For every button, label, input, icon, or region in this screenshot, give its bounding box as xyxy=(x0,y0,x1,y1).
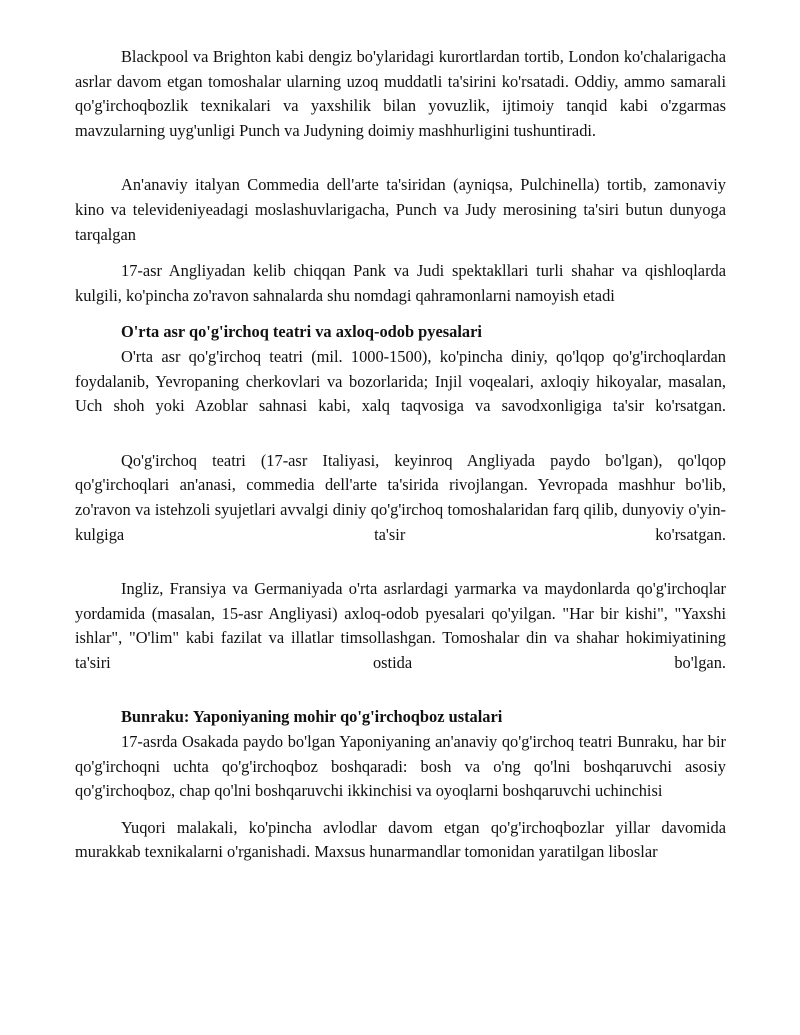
paragraph-bunraku-origin: 17-asrda Osakada paydo bo'lgan Yaponiyaning an'anaviy qo'g'irchoq teatri Bunraku, har bir qo'g'irchoqni uchta qo'g'irchoqboz boshqaradi: bosh va o'ng qo'lni boshqaruvchi asosiy qo'g'irchoqboz, chap qo'lni boshqaruvchi ikkinchisi va oyoqlarni boshqaruvchi uchinchisi xyxy=(75,732,726,801)
paragraph-punch-judy-legacy: An'anaviy italyan Commedia dell'arte ta'siridan (ayniqsa, Pulchinella) tortib, zamonaviy kino va televideniyeadagi moslashuvlarigacha, Punch va Judy merosining ta'siri butun dunyoga tarqalgan xyxy=(75,175,726,244)
paragraph-medieval-puppetry: O'rta asr qo'g'irchoq teatri (mil. 1000-1500), ko'pincha diniy, qo'lqop qo'g'irchoqlardan foydalanib, Yevropaning cherkovlari va bozorlarida; Injil voqealari, axloqiy hikoyalar, masalan, Uch shoh yoki Azoblar sahnasi kabi, xalq taqvosiga va savodxonligiga ta'sir ko'rsatgan. xyxy=(75,346,726,416)
paragraph-bunraku-puppeteers: Yuqori malakali, ko'pincha avlodlar davom etgan qo'g'irchoqbozlar yillar davomida murakkab texnikalarni o'rganishadi. Maxsus hunarmandlar tomonidan yaratilgan liboslar xyxy=(75,817,726,862)
paragraph-puppet-theatre-italy: Qo'g'irchoq teatri (17-asr Italiyasi, keyinroq Angliyada paydo bo'lgan), qo'lqop qo'g'irchoqlari an'anasi, commedia dell'arte ta'sirida rivojlangan. Yevropada mashhur bo'lib, zo'ravon va istehzoli syujetlari avvalgi diniy qo'g'irchoq tomoshalaridan farq qilib, dunyoviy o'yin-kulgiga ta'sir ko'rsatgan. xyxy=(75,450,726,544)
paragraph-punch-judy-origin: 17-asr Angliyadan kelib chiqqan Pank va Judi spektakllari turli shahar va qishloqlarda kulgili, ko'pincha zo'ravon sahnalarda shu nomdagi qahramonlarni namoyish etadi xyxy=(75,261,726,305)
section-heading-bunraku: Bunraku: Yaponiyaning mohir qo'g'irchoqboz ustalari xyxy=(121,707,503,727)
paragraph-punch-judy-popularity: Blackpool va Brighton kabi dengiz bo'ylaridagi kurortlardan tortib, London ko'chalarigacha asrlar davom etgan tomoshalar ularning uzoq muddatli ta'sirini ko'rsatadi. Oddiy, ammo samarali qo'g'irchoqbozlik texnikalari va yaxshilik bilan yovuzlik, ijtimoiy tanqid kabi o'zgarmas mavzularning uyg'unligi Punch va Judyning doimiy mashhurligini tushuntiradi. xyxy=(75,47,726,140)
paragraph-morality-plays: Ingliz, Fransiya va Germaniyada o'rta asrlardagi yarmarka va maydonlarda qo'g'irchoqlar yordamida (masalan, 15-asr Angliyasi) axloq-odob pyesalari qo'yilgan. "Har bir kishi", "Yaxshi ishlar", "O'lim" kabi fazilat va illatlar timsollashgan. Tomoshalar din va shahar hokimiyatining ta'siri ostida bo'lgan. xyxy=(75,579,726,672)
section-heading-medieval-puppetry: O'rta asr qo'g'irchoq teatri va axloq-odob pyesalari xyxy=(121,322,482,342)
